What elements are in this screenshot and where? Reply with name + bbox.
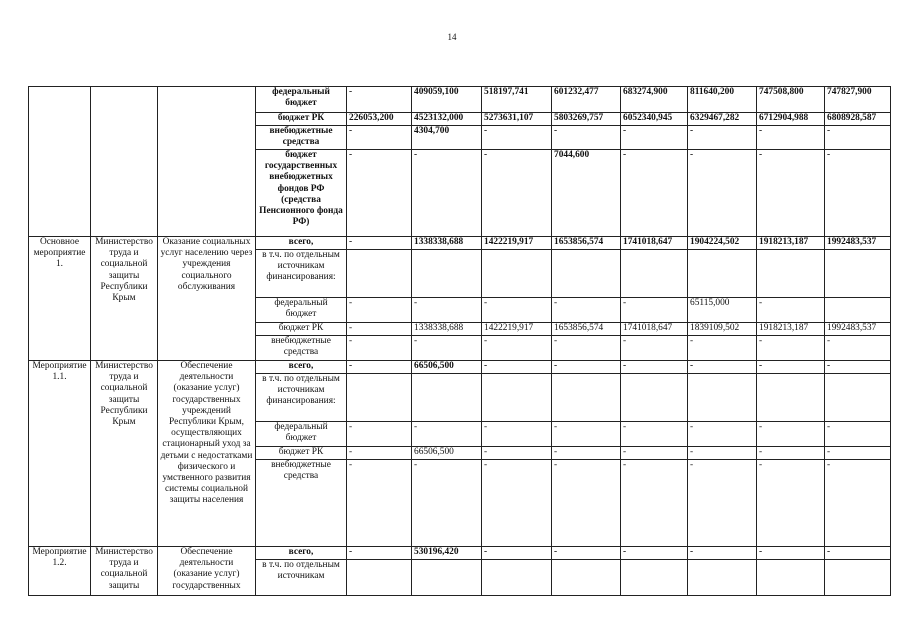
value-cell: - xyxy=(757,447,825,460)
event-cell: Мероприятие 1.2. xyxy=(29,547,91,596)
source-cell: внебюджетные средства xyxy=(256,336,347,361)
value-cell: - xyxy=(347,87,412,113)
value-cell: - xyxy=(688,460,757,547)
value-cell: - xyxy=(552,361,621,374)
description-cell xyxy=(158,87,256,237)
value-cell: - xyxy=(482,447,552,460)
value-cell xyxy=(552,250,621,298)
value-cell: - xyxy=(412,150,482,237)
value-cell: 683274,900 xyxy=(621,87,688,113)
value-cell xyxy=(825,560,891,596)
value-cell: 1992483,537 xyxy=(825,237,891,250)
source-cell: внебюджетные средства xyxy=(256,126,347,150)
executor-cell: Министерство труда и социальной защиты xyxy=(91,547,158,596)
value-cell: 66506,500 xyxy=(412,361,482,374)
source-cell: всего, xyxy=(256,547,347,560)
value-cell: 5273631,107 xyxy=(482,113,552,126)
source-cell: всего, xyxy=(256,361,347,374)
value-cell: - xyxy=(621,298,688,323)
value-cell: 1992483,537 xyxy=(825,323,891,336)
value-cell: 601232,477 xyxy=(552,87,621,113)
value-cell: 1422219,917 xyxy=(482,237,552,250)
value-cell: - xyxy=(552,547,621,560)
event-cell xyxy=(29,87,91,237)
executor-cell: Министерство труда и социальной защиты Республики Крым xyxy=(91,361,158,547)
value-cell: 4523132,000 xyxy=(412,113,482,126)
source-cell: бюджет РК xyxy=(256,323,347,336)
value-cell: 4304,700 xyxy=(412,126,482,150)
value-cell: 811640,200 xyxy=(688,87,757,113)
value-cell xyxy=(621,374,688,422)
table-row xyxy=(29,87,891,113)
value-cell: 1338338,688 xyxy=(412,323,482,336)
value-cell: 1741018,647 xyxy=(621,323,688,336)
value-cell: 1653856,574 xyxy=(552,323,621,336)
value-cell: 1918213,187 xyxy=(757,323,825,336)
value-cell: - xyxy=(412,460,482,547)
value-cell: - xyxy=(347,447,412,460)
source-cell: бюджет РК xyxy=(256,447,347,460)
value-cell: - xyxy=(552,447,621,460)
value-cell: 1904224,502 xyxy=(688,237,757,250)
value-cell: - xyxy=(552,126,621,150)
value-cell: - xyxy=(757,422,825,447)
value-cell: 1338338,688 xyxy=(412,237,482,250)
value-cell: 1653856,574 xyxy=(552,237,621,250)
event-cell: Основное мероприятие 1. xyxy=(29,237,91,361)
value-cell: - xyxy=(347,323,412,336)
value-cell xyxy=(347,250,412,298)
value-cell xyxy=(412,374,482,422)
value-cell: 6808928,587 xyxy=(825,113,891,126)
value-cell: - xyxy=(347,237,412,250)
value-cell: - xyxy=(412,336,482,361)
value-cell xyxy=(482,250,552,298)
value-cell: - xyxy=(688,361,757,374)
description-cell: Обеспечение деятельности (оказание услуг) государственных учреждений Республики Крым, осуществляющих стационарный уход за детьми с недостатками физического и умственного развития системы социальной защиты населения xyxy=(158,361,256,547)
value-cell xyxy=(621,250,688,298)
value-cell: - xyxy=(757,150,825,237)
value-cell xyxy=(688,250,757,298)
source-cell: в т.ч. по отдельным источникам финансирования: xyxy=(256,374,347,422)
description-cell: Обеспечение деятельности (оказание услуг) государственных xyxy=(158,547,256,596)
value-cell: 226053,200 xyxy=(347,113,412,126)
value-cell: - xyxy=(347,298,412,323)
value-cell: - xyxy=(347,361,412,374)
executor-cell: Министерство труда и социальной защиты Республики Крым xyxy=(91,237,158,361)
value-cell: 409059,100 xyxy=(412,87,482,113)
value-cell: - xyxy=(621,422,688,447)
value-cell: - xyxy=(412,298,482,323)
value-cell xyxy=(552,374,621,422)
value-cell: - xyxy=(621,126,688,150)
source-cell: федеральный бюджет xyxy=(256,298,347,323)
value-cell: - xyxy=(621,547,688,560)
value-cell xyxy=(482,560,552,596)
value-cell: - xyxy=(757,126,825,150)
value-cell: - xyxy=(688,547,757,560)
value-cell: - xyxy=(825,460,891,547)
value-cell: - xyxy=(482,361,552,374)
value-cell: - xyxy=(688,150,757,237)
value-cell: - xyxy=(482,547,552,560)
value-cell: - xyxy=(552,298,621,323)
value-cell: 66506,500 xyxy=(412,447,482,460)
value-cell: - xyxy=(757,361,825,374)
value-cell: 6329467,282 xyxy=(688,113,757,126)
value-cell: 1918213,187 xyxy=(757,237,825,250)
value-cell: - xyxy=(347,460,412,547)
value-cell: - xyxy=(688,447,757,460)
value-cell: - xyxy=(482,422,552,447)
value-cell xyxy=(825,298,891,323)
value-cell: - xyxy=(825,336,891,361)
value-cell: - xyxy=(621,150,688,237)
value-cell: - xyxy=(552,336,621,361)
value-cell: - xyxy=(825,447,891,460)
value-cell: 6712904,988 xyxy=(757,113,825,126)
value-cell: - xyxy=(552,460,621,547)
source-cell: всего, xyxy=(256,237,347,250)
value-cell: - xyxy=(825,361,891,374)
value-cell xyxy=(825,250,891,298)
value-cell: - xyxy=(688,422,757,447)
page-number: 14 xyxy=(447,32,457,42)
source-cell: федеральный бюджет xyxy=(256,422,347,447)
value-cell xyxy=(412,250,482,298)
table-row xyxy=(29,237,891,250)
value-cell: - xyxy=(757,298,825,323)
value-cell: - xyxy=(347,150,412,237)
value-cell: - xyxy=(757,460,825,547)
value-cell: - xyxy=(757,336,825,361)
value-cell: - xyxy=(825,422,891,447)
value-cell: 6052340,945 xyxy=(621,113,688,126)
value-cell xyxy=(482,374,552,422)
value-cell xyxy=(825,374,891,422)
value-cell: - xyxy=(412,422,482,447)
value-cell: - xyxy=(347,547,412,560)
value-cell xyxy=(347,374,412,422)
value-cell xyxy=(757,560,825,596)
source-cell: в т.ч. по отдельным источникам xyxy=(256,560,347,596)
value-cell: - xyxy=(825,547,891,560)
value-cell: 747508,800 xyxy=(757,87,825,113)
value-cell xyxy=(757,250,825,298)
executor-cell xyxy=(91,87,158,237)
value-cell: - xyxy=(757,547,825,560)
value-cell: 530196,420 xyxy=(412,547,482,560)
table-row xyxy=(29,547,891,560)
value-cell: - xyxy=(621,447,688,460)
table-row xyxy=(29,361,891,374)
source-cell: бюджет государственных внебюджетных фондов РФ (средства Пенсионного фонда РФ) xyxy=(256,150,347,237)
value-cell: 518197,741 xyxy=(482,87,552,113)
value-cell: - xyxy=(347,126,412,150)
value-cell: - xyxy=(688,126,757,150)
value-cell xyxy=(757,374,825,422)
value-cell: - xyxy=(825,150,891,237)
value-cell: - xyxy=(482,150,552,237)
source-cell: бюджет РК xyxy=(256,113,347,126)
source-cell: внебюджетные средства xyxy=(256,460,347,547)
event-cell: Мероприятие 1.1. xyxy=(29,361,91,547)
value-cell xyxy=(347,560,412,596)
value-cell: 7044,600 xyxy=(552,150,621,237)
value-cell: - xyxy=(482,336,552,361)
value-cell: - xyxy=(347,336,412,361)
value-cell xyxy=(552,560,621,596)
description-cell: Оказание социальных услуг населению через учреждения социального обслуживания xyxy=(158,237,256,361)
source-cell: федеральный бюджет xyxy=(256,87,347,113)
value-cell: - xyxy=(482,460,552,547)
value-cell: - xyxy=(347,422,412,447)
value-cell: 1422219,917 xyxy=(482,323,552,336)
value-cell: - xyxy=(825,126,891,150)
value-cell: 5803269,757 xyxy=(552,113,621,126)
value-cell xyxy=(621,560,688,596)
value-cell: - xyxy=(482,126,552,150)
source-cell: в т.ч. по отдельным источникам финансирования: xyxy=(256,250,347,298)
value-cell: 747827,900 xyxy=(825,87,891,113)
value-cell: - xyxy=(621,336,688,361)
value-cell: - xyxy=(688,336,757,361)
value-cell: - xyxy=(621,361,688,374)
value-cell: 65115,000 xyxy=(688,298,757,323)
value-cell xyxy=(412,560,482,596)
value-cell xyxy=(688,560,757,596)
value-cell: 1839109,502 xyxy=(688,323,757,336)
value-cell: 1741018,647 xyxy=(621,237,688,250)
value-cell: - xyxy=(621,460,688,547)
value-cell: - xyxy=(482,298,552,323)
value-cell: - xyxy=(552,422,621,447)
value-cell xyxy=(688,374,757,422)
budget-table xyxy=(28,86,891,596)
